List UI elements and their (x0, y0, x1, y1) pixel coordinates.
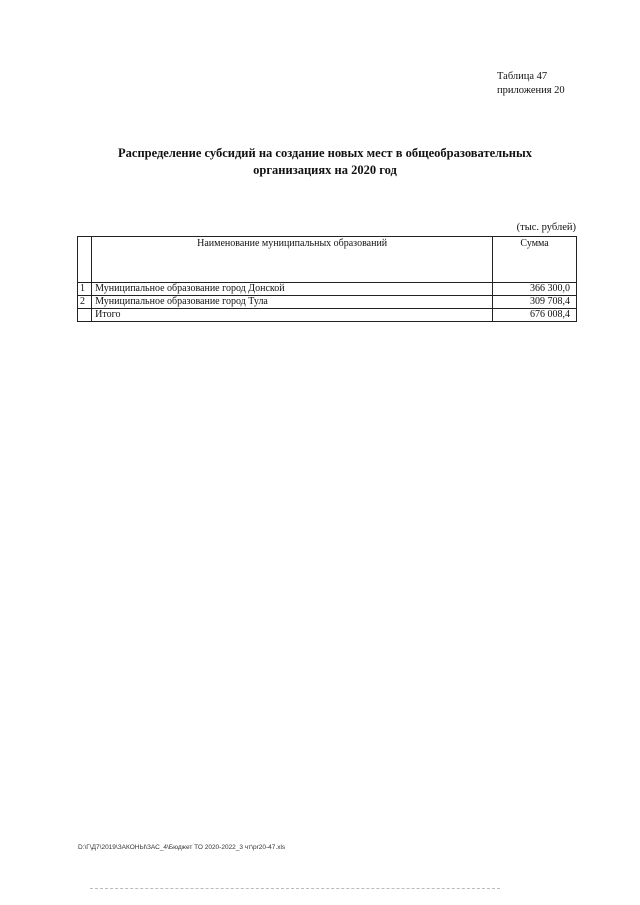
file-path-footer: D:\Г\Д7\2019\ЗАКОНЫ\ЗАС_4\Бюджет ТО 2020-2022_3 чт\pr20-47.xls (78, 844, 286, 851)
title-line-2: организациях на 2020 год (253, 163, 397, 177)
title-line-1: Распределение субсидий на создание новых мест в общеобразовательных (118, 146, 532, 160)
table-header-row (78, 237, 577, 283)
row-municipality: Муниципальное образование город Тула (92, 296, 493, 309)
row-sum: 309 708,4 (493, 296, 577, 309)
header-sum: Сумма (493, 237, 577, 283)
row-number: 1 (78, 283, 92, 296)
header-municipality: Наименование муниципальных образований (92, 237, 493, 283)
table-row (78, 296, 577, 309)
subsidy-table (77, 236, 577, 322)
table-row (78, 283, 577, 296)
table-total-row (78, 309, 577, 322)
total-sum: 676 008,4 (493, 309, 577, 322)
units-label: (тыс. рублей) (516, 222, 576, 233)
scan-artifact-line (90, 888, 500, 889)
table-reference (497, 70, 565, 98)
document-title (60, 145, 590, 179)
table-number-label: Таблица 47 (497, 71, 548, 82)
appendix-label: приложения 20 (497, 85, 565, 96)
row-sum: 366 300,0 (493, 283, 577, 296)
row-municipality: Муниципальное образование город Донской (92, 283, 493, 296)
total-label: Итого (92, 309, 493, 322)
header-number (78, 237, 92, 283)
row-number: 2 (78, 296, 92, 309)
total-number (78, 309, 92, 322)
